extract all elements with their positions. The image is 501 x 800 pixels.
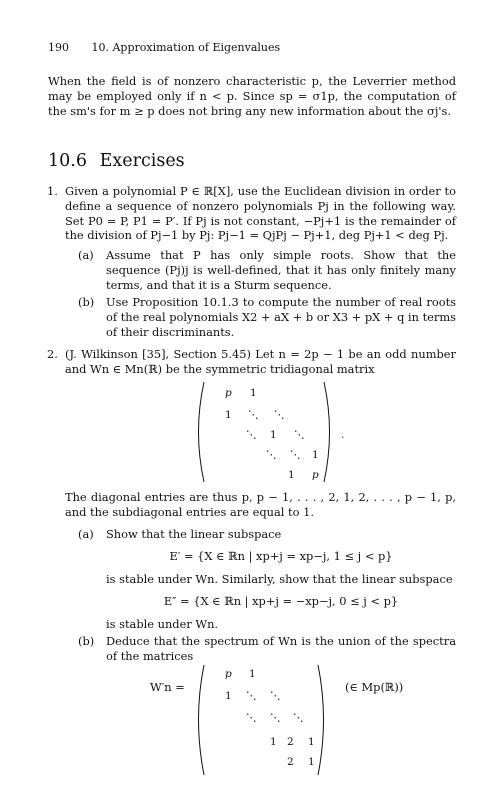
exercise-2 [47,347,456,377]
exercise-2a-text: Show that the linear subspace [106,527,282,541]
matrix2-entry: ⋱ [270,690,281,702]
exercise-1 [47,184,456,243]
exercise-2-after-matrix: The diagonal entries are thus p, p − 1, . . . , 2, 1, 2, . . . , p − 1, p, and the subdiagonal entries are equal to 1. [65,490,456,519]
matrix2-entry: p [225,668,232,680]
section-title: Exercises [99,151,185,171]
matrix2-right-paren [318,665,324,775]
exercise-1-text: Given a polynomial P ∈ ℝ[X], use the Euclidean division in order to define a sequence of nonzero polynomials Pj in the following way. Set P0 = P, P1 = P′. If Pj is not constant, −Pj+1 is the remainder of the division of Pj−1 by Pj: Pj−1 = QjPj − Pj+1, deg Pj+1 < deg Pj. [65,184,456,243]
intro-paragraph: When the field is of nonzero characteristic p, the Leverrier method may be employed only if n < p. Since sp = σ1p, the computation of the sm's for m ≥ p does not bring any new information about the σj's. [48,74,456,118]
matrix2-entry: 2 [287,756,294,768]
section-number: 10.6 [48,151,87,171]
exercise-1a-text: Assume that P has only simple roots. Show that the sequence (Pj)j is well-defined, that it has only finitely many terms, and that it is a Sturm sequence. [106,248,456,292]
matrix2-entry: 1 [249,668,256,680]
section-heading [48,150,185,172]
matrix2-rhs: (∈ Mp(ℝ)) [345,680,404,694]
matrix2-left-paren [199,665,205,775]
tridiagonal-matrix-wn [190,378,350,486]
matrix2-entry: 1 [270,736,277,748]
exercise-1a [78,248,456,292]
matrix2-entry: 1 [308,756,315,768]
matrix-right-paren [324,382,330,482]
matrix1-entry: ⋱ [274,409,285,421]
chapter-title: 10. Approximation of Eigenvalues [91,41,281,54]
exercise-2b-label: (b) [78,634,95,648]
exercise-1b [78,295,456,339]
matrix-w-prime [190,661,330,781]
matrix1-entry: 1 [250,387,257,399]
exercise-2-text: (J. Wilkinson [35], Section 5.45) Let n = 2p − 1 be an odd number and Wn ∈ Mn(ℝ) be the symmetric tridiagonal matrix [65,347,456,376]
matrix1-entry: ⋱ [290,449,301,461]
matrix1-entry: ⋱ [246,429,257,441]
matrix1-entry: ⋱ [294,429,305,441]
matrix2-entry: 2 [287,736,294,748]
exercise-2a [78,527,456,542]
matrix1-entry: 1 [225,409,232,421]
matrix1-entry: 1 [312,449,319,461]
matrix1-entry: p [312,469,319,481]
matrix-left-paren [199,382,205,482]
matrix2-entry: 1 [308,736,315,748]
exercise-1b-label: (b) [78,295,95,309]
matrix2-entry: ⋱ [270,712,281,724]
exercise-1-label: 1. [47,184,58,198]
exercise-2b-text: Deduce that the spectrum of Wn is the union of the spectra of the matrices [106,634,456,663]
exercise-2a-end: is stable under Wn. [106,617,219,631]
equation-e-prime: E′ = {X ∈ ℝn | xp+j = xp−j, 1 ≤ j < p} [169,549,393,563]
matrix1-trailing-period: . [341,429,345,441]
matrix1-entry: ⋱ [266,449,277,461]
exercise-2a-mid: is stable under Wn. Similarly, show that the linear subspace [106,572,453,586]
matrix2-lhs: W′n = [150,680,185,694]
equation-e-double-prime: E″ = {X ∈ ℝn | xp+j = −xp−j, 0 ≤ j < p} [163,594,399,608]
running-header [48,41,280,56]
matrix1-entry: 1 [288,469,295,481]
exercise-1a-label: (a) [78,248,94,262]
matrix2-entry: ⋱ [293,712,304,724]
matrix2-entry: ⋱ [246,712,257,724]
exercise-2b [78,634,456,664]
matrix2-entry: ⋱ [246,690,257,702]
exercise-2a-label: (a) [78,527,94,541]
matrix1-entry: ⋱ [248,409,259,421]
matrix1-entry: 1 [270,429,277,441]
matrix2-entry: 1 [225,690,232,702]
page-number: 190 [48,41,69,54]
exercise-2-label: 2. [47,347,58,361]
matrix1-entry: p [225,387,232,399]
exercise-1b-text: Use Proposition 10.1.3 to compute the number of real roots of the real polynomials X2 + aX + b or X3 + pX + q in terms of their discriminants. [106,295,456,339]
